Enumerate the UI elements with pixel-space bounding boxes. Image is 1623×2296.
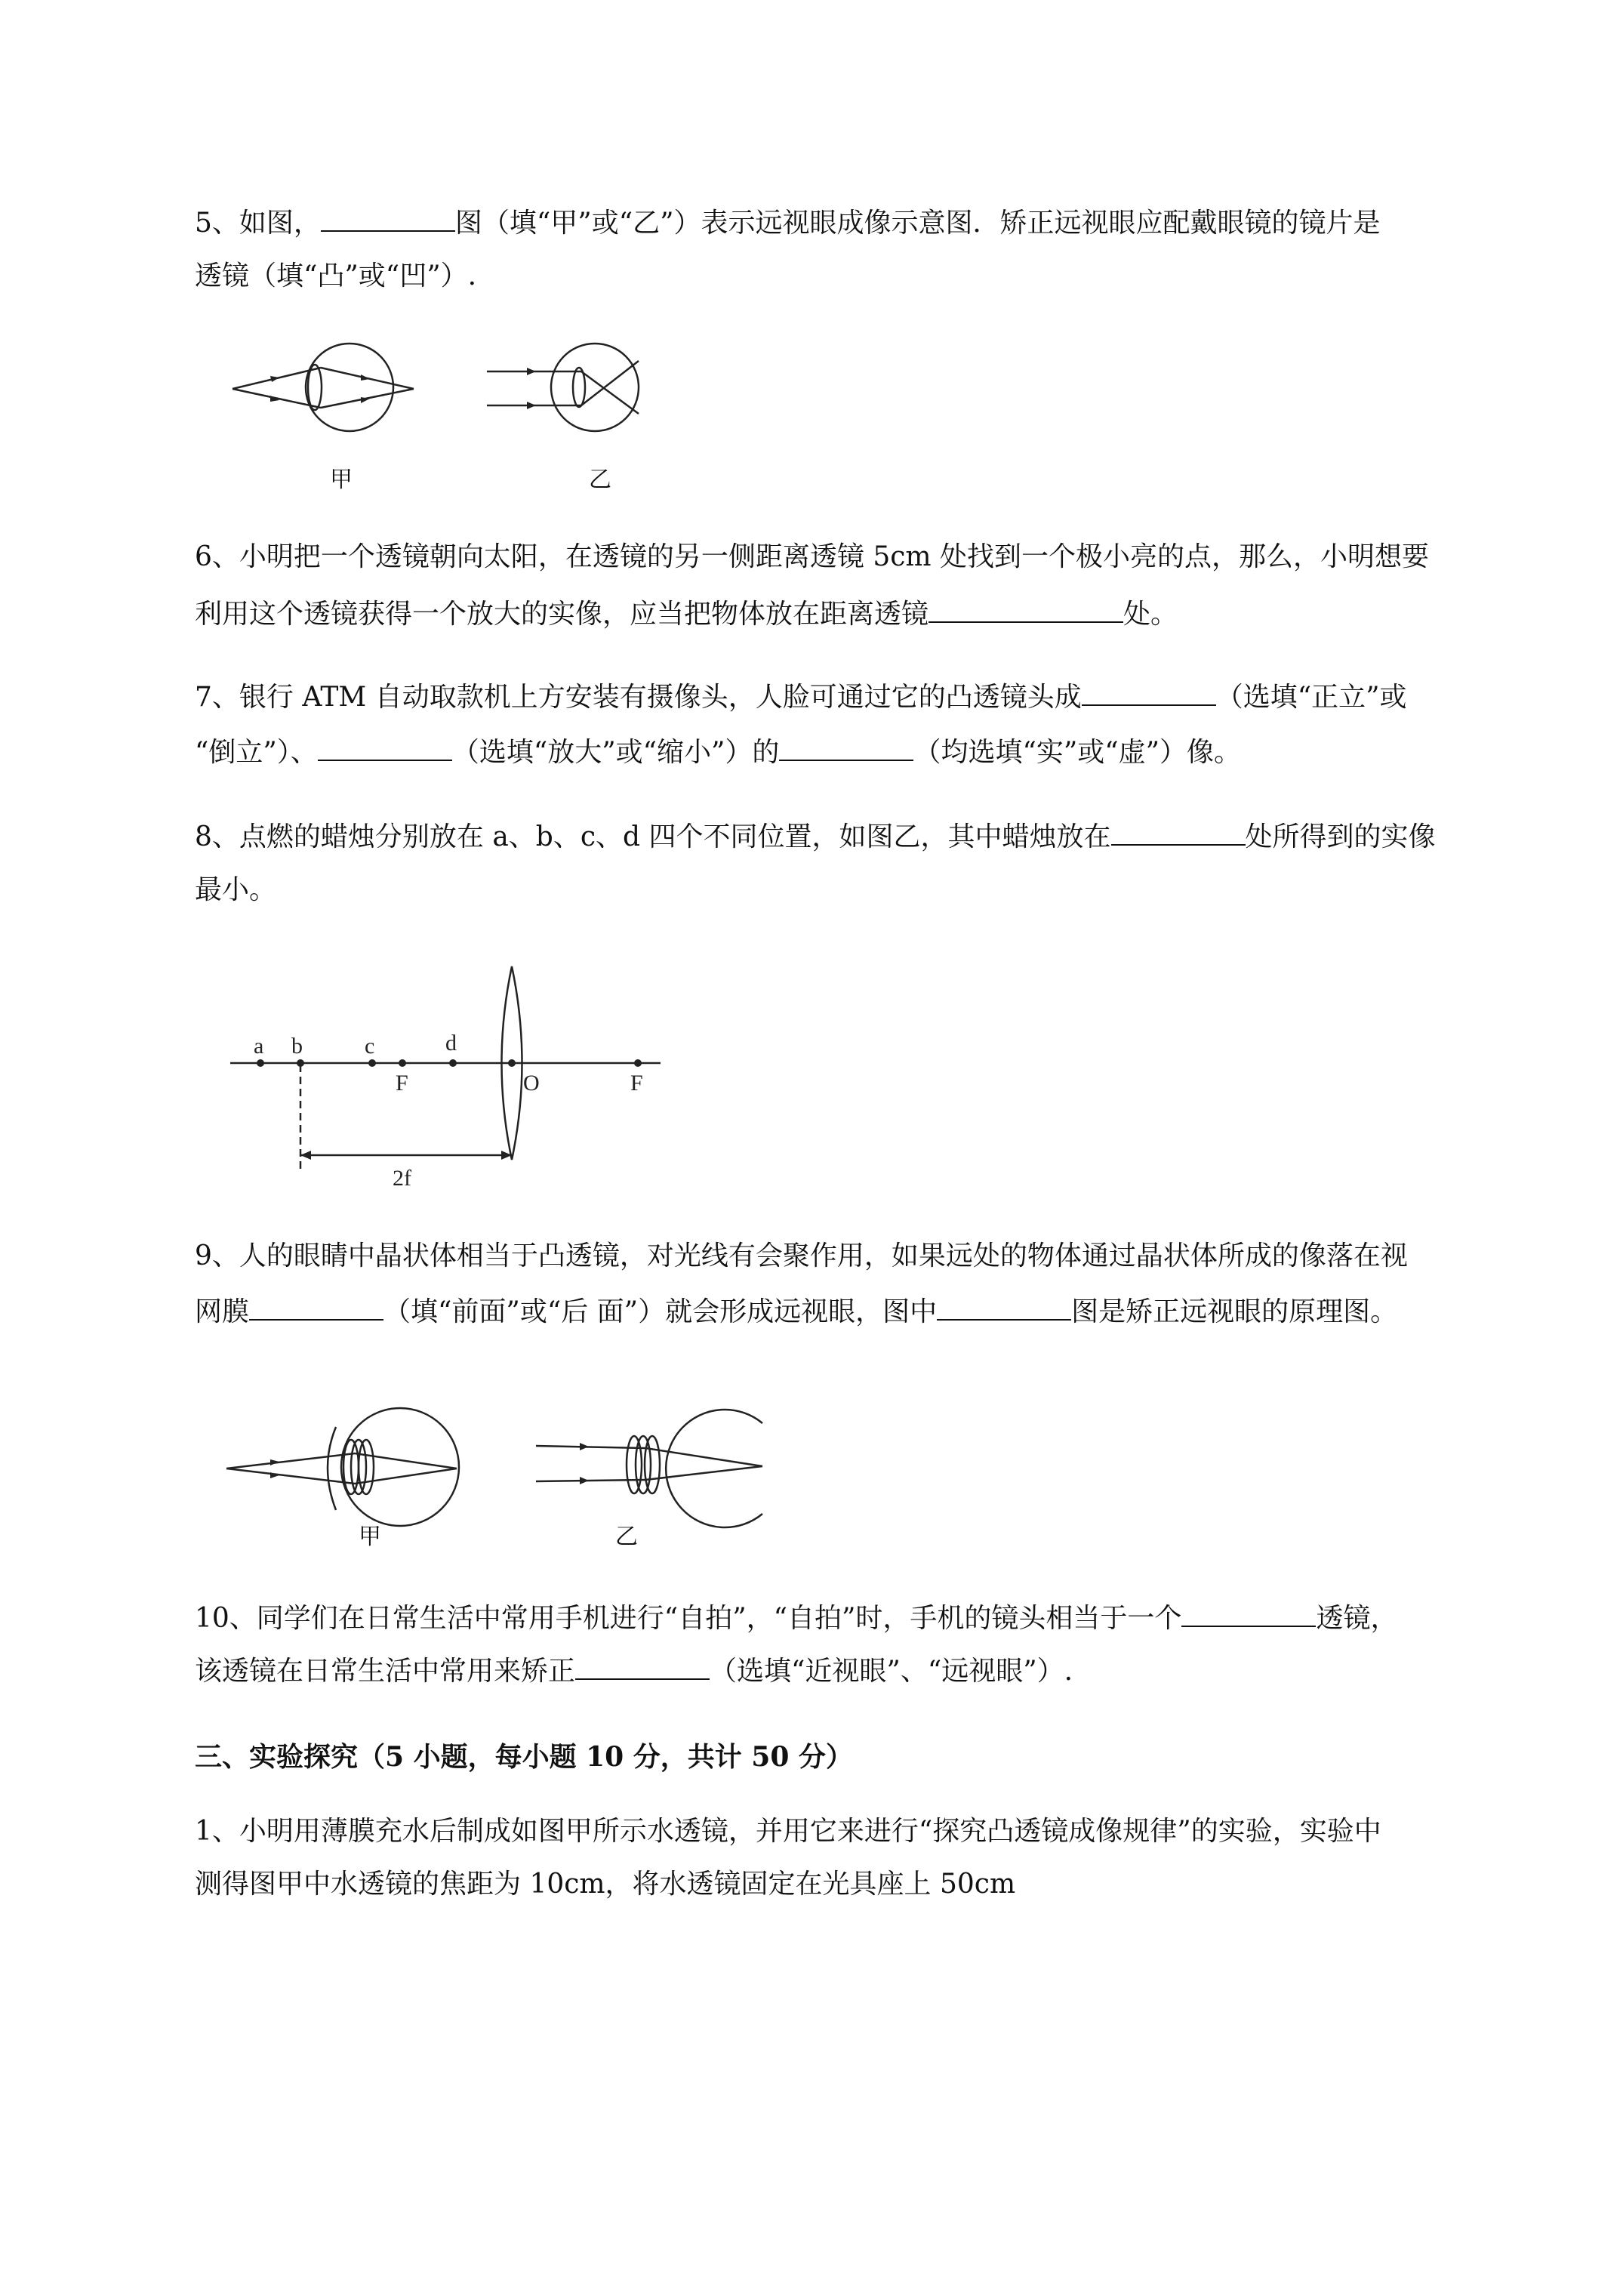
q10-text-d: （选填“近视眼”、“远视眼”）. xyxy=(710,1656,1073,1687)
q7-text-a: 7、银行 ATM 自动取款机上方安装有摄像头，人脸可通过它的凸透镜头成 xyxy=(195,682,1082,713)
q8-label-o: O xyxy=(523,1071,540,1096)
q9-answer-blank-1[interactable] xyxy=(249,1295,383,1321)
q9-line-1 xyxy=(195,1238,1408,1274)
section-3-title: 三、实验探究（5 小题，每小题 10 分，共计 50 分） xyxy=(195,1741,853,1773)
q7-line-1 xyxy=(195,680,1407,716)
q5-eyeball-jia xyxy=(306,344,393,431)
q8-label-b: b xyxy=(291,1034,303,1059)
q9-text-b: 网膜 xyxy=(195,1296,250,1327)
q9-label-yi: 乙 xyxy=(615,1524,638,1550)
q5-label-yi: 乙 xyxy=(589,467,611,493)
q7-text-b: （选填“正立”或 xyxy=(1215,682,1407,713)
q9-text-a: 9、人的眼睛中晶状体相当于凸透镜，对光线有会聚作用，如果远处的物体通过晶状体所成的像落在视 xyxy=(195,1240,1408,1271)
q10-answer-blank-2[interactable] xyxy=(575,1654,710,1680)
q7-answer-blank-1[interactable] xyxy=(1082,680,1216,706)
q7-answer-blank-3[interactable] xyxy=(779,735,913,761)
q5-line-1 xyxy=(195,205,1381,242)
q10-text-a: 10、同学们在日常生活中常用手机进行“自拍”，“自拍”时，手机的镜头相当于一个 xyxy=(195,1603,1182,1634)
q9-text-d: 图是矫正远视眼的原理图。 xyxy=(1071,1296,1398,1327)
q7-text-c: “倒立”）、 xyxy=(195,737,318,768)
q8-label-c: c xyxy=(365,1034,375,1059)
q10-line-2 xyxy=(195,1653,1073,1690)
q6-text-c: 处。 xyxy=(1123,599,1178,630)
q8-point-b xyxy=(297,1059,304,1067)
q8-point-o xyxy=(508,1059,516,1067)
q8-point-f-left xyxy=(399,1059,406,1067)
e1-line-1 xyxy=(195,1814,1381,1850)
q7-line-2 xyxy=(195,735,1241,771)
q8-label-a: a xyxy=(254,1034,264,1059)
q8-point-c xyxy=(368,1059,376,1067)
q8-point-d xyxy=(449,1059,457,1067)
q8-answer-blank[interactable] xyxy=(1111,820,1246,846)
q8-text-b: 处所得到的实像 xyxy=(1245,821,1436,852)
q6-text-b: 利用这个透镜获得一个放大的实像，应当把物体放在距离透镜 xyxy=(195,599,929,630)
q8-label-2f: 2f xyxy=(393,1166,411,1191)
q9-label-jia: 甲 xyxy=(359,1524,381,1550)
e1-text-b: 测得图甲中水透镜的焦距为 10cm，将水透镜固定在光具座上 50cm xyxy=(195,1869,1016,1900)
q6-answer-blank[interactable] xyxy=(929,597,1123,623)
q5-eye-diagram xyxy=(226,332,679,498)
q9-line-2 xyxy=(195,1294,1397,1330)
q10-text-b: 透镜， xyxy=(1316,1603,1398,1634)
q8-line-2 xyxy=(195,872,276,908)
q8-label-f-right: F xyxy=(630,1071,643,1096)
q8-lens-diagram xyxy=(226,959,679,1200)
q9-correction-lens-yi xyxy=(627,1436,642,1493)
q5-eyeball-yi xyxy=(551,344,639,431)
q5-answer-blank-1[interactable] xyxy=(321,206,455,232)
q6-text-a: 6、小明把一个透镜朝向太阳，在透镜的另一侧距离透镜 5cm 处找到一个极小亮的点，那么，小明想要 xyxy=(195,541,1429,572)
q6-line-2 xyxy=(195,596,1178,633)
q10-answer-blank-1[interactable] xyxy=(1181,1601,1316,1627)
q6-line-1 xyxy=(195,539,1429,575)
section-3-heading xyxy=(195,1739,853,1775)
q10-line-1 xyxy=(195,1601,1397,1637)
q9-text-c: （填“前面”或“后 面”）就会形成远视眼，图中 xyxy=(383,1296,938,1327)
q8-label-f-left: F xyxy=(396,1071,408,1096)
q8-point-f-right xyxy=(634,1059,642,1067)
q5-lens-jia xyxy=(308,365,322,410)
q8-text-c: 最小。 xyxy=(195,874,277,905)
e1-line-2 xyxy=(195,1866,1015,1903)
q8-text-a: 8、点燃的蜡烛分别放在 a、b、c、d 四个不同位置，如图乙，其中蜡烛放在 xyxy=(195,821,1111,852)
q5-label-jia: 甲 xyxy=(330,467,353,493)
q9-eye-diagram xyxy=(223,1397,789,1570)
q7-text-e: （均选填“实”或“虚”）像。 xyxy=(913,737,1242,768)
q8-point-a xyxy=(257,1059,264,1067)
q7-text-d: （选填“放大”或“缩小”）的 xyxy=(451,737,780,768)
q8-line-1 xyxy=(195,819,1436,855)
q5-text-c: 透镜（填“凸”或“凹”）. xyxy=(195,260,477,291)
q9-correction-lens-jia xyxy=(328,1427,336,1510)
q5-line-2 xyxy=(195,258,476,294)
q9-answer-blank-2[interactable] xyxy=(937,1295,1071,1321)
q8-arrow-left xyxy=(300,1151,311,1160)
q5-text-b: 图（填“甲”或“乙”）表示远视眼成像示意图．矫正远视眼应配戴眼镜的镜片是 xyxy=(454,208,1381,239)
q10-text-c: 该透镜在日常生活中常用来矫正 xyxy=(195,1656,576,1687)
e1-text-a: 1、小明用薄膜充水后制成如图甲所示水透镜，并用它来进行“探究凸透镜成像规律”的实验，实验中 xyxy=(195,1816,1381,1847)
q7-answer-blank-2[interactable] xyxy=(318,735,452,761)
q8-label-d: d xyxy=(445,1031,457,1056)
q5-text-a: 5、如图， xyxy=(195,208,321,239)
